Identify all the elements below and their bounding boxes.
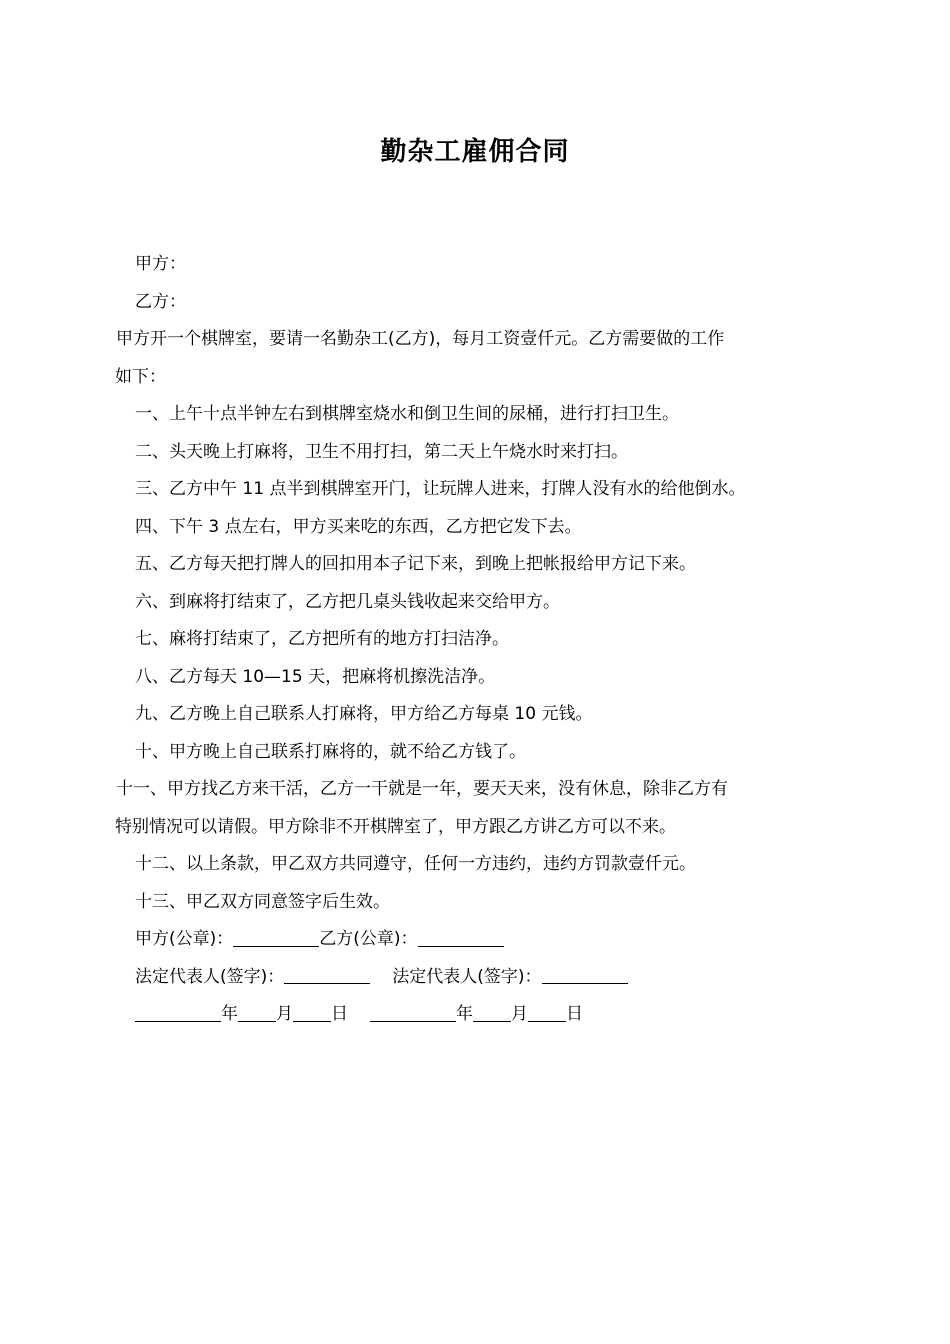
date-a-day-label: 日 (331, 1004, 348, 1024)
clause-11 (116, 771, 836, 846)
rep-b-signature-blank[interactable] (542, 965, 628, 984)
date-a-month-label: 月 (276, 1004, 293, 1024)
rep-a-label: 法定代表人(签字)： (135, 966, 285, 987)
clause-10: 十、甲方晚上自己联系打麻将的，就不给乙方钱了。 (135, 741, 526, 762)
date-b-month-label: 月 (511, 1004, 528, 1024)
party-b-seal-label: 乙方(公章)： (319, 929, 418, 949)
date-line (116, 996, 836, 1034)
intro-line-2: 如下： (115, 366, 166, 387)
clause-12: 十二、以上条款，甲乙双方共同遵守，任何一方违约，违约方罚款壹仟元。 (135, 854, 696, 874)
representative-line (116, 959, 836, 997)
intro-line-1: 甲方开一个棋牌室，要请一名勤杂工(乙方)，每月工资壹仟元。乙方需要做的工作 (116, 329, 725, 349)
clause-1: 一、上午十点半钟左右到棋牌室烧水和倒卫生间的尿桶，进行打扫卫生。 (135, 404, 679, 424)
party-a-line: 甲方： (135, 254, 186, 274)
rep-b-label: 法定代表人(签字)： (392, 966, 542, 987)
date-a-month-blank[interactable] (238, 1003, 276, 1022)
date-b-day-blank[interactable] (528, 1003, 566, 1022)
clause-5: 五、乙方每天把打牌人的回扣用本子记下来，到晚上把帐报给甲方记下来。 (135, 554, 696, 574)
date-b-year-label: 年 (456, 1004, 473, 1024)
party-b-line: 乙方： (135, 291, 186, 312)
clause-11-line-1: 十一、甲方找乙方来干活，乙方一干就是一年，要天天来，没有休息，除非乙方有 (116, 779, 728, 799)
page-title: 勤杂工雇佣合同 (380, 137, 570, 167)
party-a-seal-blank[interactable] (233, 928, 319, 947)
contract-body (116, 246, 836, 1034)
date-b-day-label: 日 (566, 1004, 583, 1024)
clause-8: 八、乙方每天 10—15 天，把麻将机擦洗洁净。 (135, 666, 496, 687)
clause-3: 三、乙方中午 11 点半到棋牌室开门，让玩牌人进来，打牌人没有水的给他倒水。 (135, 479, 746, 499)
date-a-year-label: 年 (221, 1004, 238, 1024)
clause-6: 六、到麻将打结束了，乙方把几桌头钱收起来交给甲方。 (135, 591, 560, 612)
clause-9: 九、乙方晚上自己联系人打麻将，甲方给乙方每桌 10 元钱。 (135, 704, 593, 724)
clause-4: 四、下午 3 点左右，甲方买来吃的东西，乙方把它发下去。 (135, 516, 582, 537)
date-a-day-blank[interactable] (293, 1003, 331, 1022)
clause-2: 二、头天晚上打麻将，卫生不用打扫，第二天上午烧水时来打扫。 (135, 441, 628, 462)
date-a-year-blank[interactable] (135, 1003, 221, 1022)
date-b-year-blank[interactable] (370, 1003, 456, 1022)
intro-paragraph (116, 321, 836, 396)
party-b-seal-blank[interactable] (418, 928, 504, 947)
seal-line (116, 921, 836, 959)
date-b-month-blank[interactable] (473, 1003, 511, 1022)
rep-a-signature-blank[interactable] (284, 965, 370, 984)
party-a-seal-label: 甲方(公章)： (135, 929, 234, 949)
clause-11-line-2: 特别情况可以请假。甲方除非不开棋牌室了，甲方跟乙方讲乙方可以不来。 (115, 816, 676, 837)
clause-13: 十三、甲乙双方同意签字后生效。 (135, 891, 390, 912)
clause-7: 七、麻将打结束了，乙方把所有的地方打扫洁净。 (135, 629, 509, 649)
